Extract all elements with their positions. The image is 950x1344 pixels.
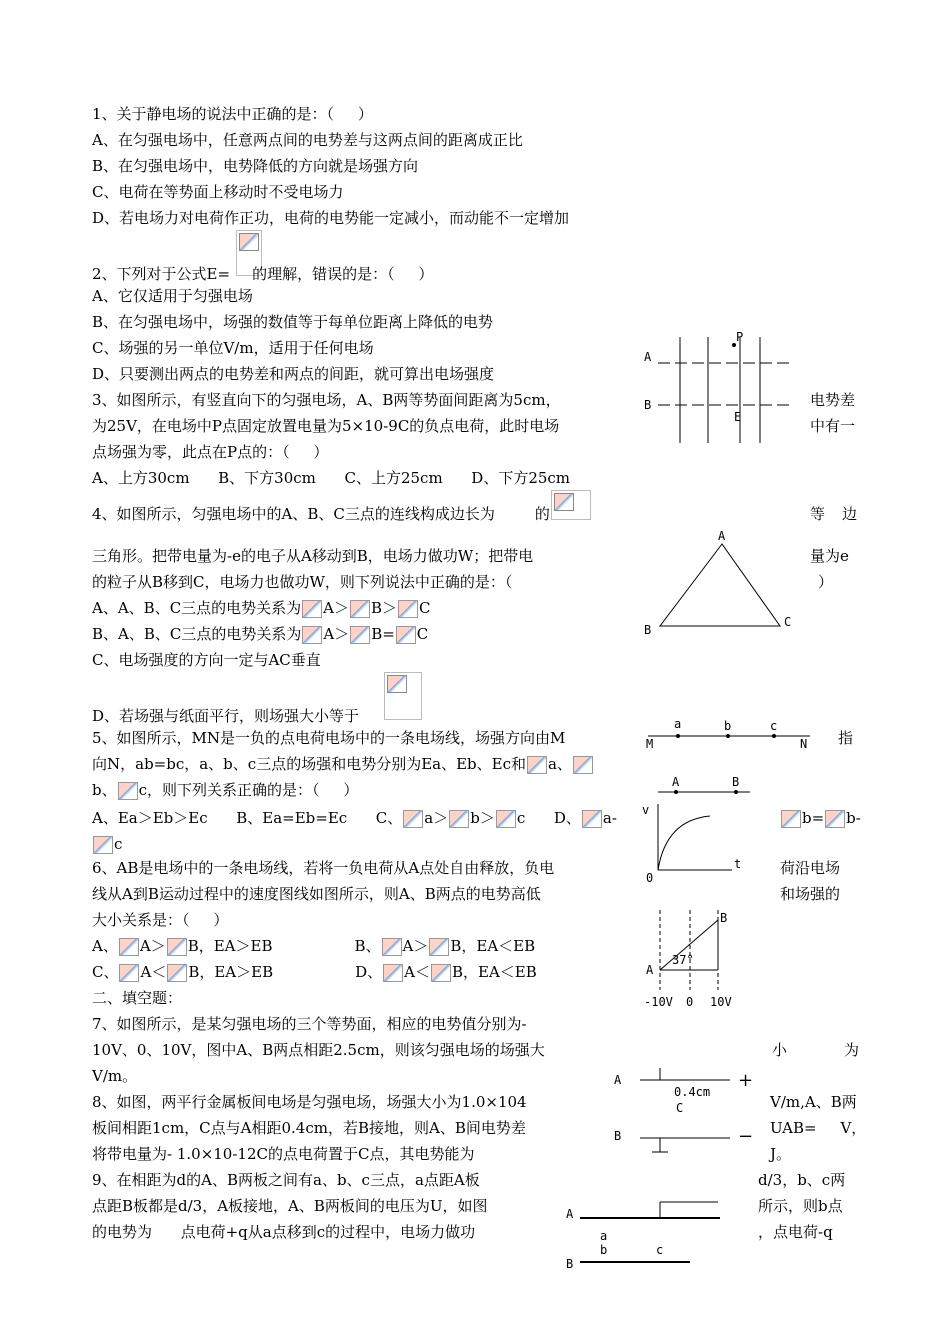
q2-option-c: C、场强的另一单位V/m，适用于任何电场 (92, 339, 374, 357)
figure-q9 (560, 1188, 740, 1270)
q4-option-b: B、A、B、C三点的电势关系为 A＞ B= C (92, 625, 429, 643)
q3-stem-1: 3、如图所示，有竖直向下的匀强电场，A、B两等势面间距离为5cm， (92, 391, 561, 409)
q1-option-c: C、电荷在等势面上移动时不受电场力 (92, 183, 344, 201)
q3-right-1: 电势差 (810, 391, 856, 409)
q8-stem-2: 板间相距1cm，C点与A相距0.4cm，若B接地，则A、B间电势差 (92, 1119, 526, 1137)
q9-right-2: 所示，则b点 (758, 1197, 843, 1215)
origin: 0 (646, 871, 654, 884)
vertex-a: A (718, 529, 726, 543)
point-a: a (600, 1229, 608, 1243)
axis-v: v (642, 803, 650, 817)
point-a: A (672, 775, 680, 789)
q1-option-b: B、在匀强电场中，电势降低的方向就是场强方向 (92, 157, 419, 175)
q2-option-d: D、只要测出两点的电势差和两点的间距，就可算出电场强度 (92, 365, 495, 383)
point-c: c (656, 1243, 664, 1257)
q4-option-c: C、电场强度的方向一定与AC垂直 (92, 651, 321, 669)
q4-right-1a: 等 (810, 505, 826, 523)
point-c: C (676, 1101, 684, 1115)
q7-stem-1: 7、如图所示，是某匀强电场的三个等势面，相应的电势值分别为- (92, 1015, 527, 1033)
q3-options: A、上方30cm B、下方30cm C、上方25cm D、下方25cm (92, 469, 571, 487)
label-b: B (644, 398, 652, 412)
q6-stem-3: 大小关系是：（ ） (92, 911, 229, 929)
q1-option-d: D、若电场力对电荷作正功，电荷的电势能一定减小，而动能不一定增加 (92, 209, 570, 227)
q9-right-3: ，点电荷-q (758, 1223, 833, 1241)
q9-stem-2: 点距B板都是d/3，A板接地，A、B两板间的电压为U，如图 (92, 1197, 488, 1215)
q6-options-cd: C、 A＜ B，EA＞EB D、 A＜ B，EA＜EB (92, 963, 537, 981)
q4-right-3: ） (818, 573, 834, 591)
q8-right-2: UAB= V， (770, 1119, 867, 1137)
point-n: N (800, 737, 808, 750)
tick-0: 0 (686, 995, 694, 1009)
q4-stem-1: 4、如图所示，匀强电场中的A、B、C三点的连线构成边长为 的 (92, 505, 550, 523)
q4-option-d: D、若场强与纸面平行，则场强大小等于 (92, 707, 360, 725)
q4-stem-2: 三角形。把带电量为-e的电子从A移动到B，电场力做功W；把带电 (92, 547, 534, 565)
point-c: c (770, 719, 778, 733)
label-a: A (644, 350, 652, 364)
q3-right-2: 中有一 (810, 417, 856, 435)
q2-stem: 2、下列对于公式E= 的理解，错误的是：（ ） (92, 265, 434, 283)
q5-options-cont: c (92, 834, 122, 854)
q8-stem-3: 将带电量为- 1.0×10-12C的点电荷置于C点，其电势能为 (92, 1145, 475, 1163)
point-b: b (724, 719, 732, 733)
plate-a: A (566, 1207, 574, 1221)
q3-stem-3: 点场强为零，此点在P点的：（ ） (92, 443, 329, 461)
q5-right-2: b= b- (780, 808, 861, 828)
point-b: B (720, 911, 728, 925)
label-e: E (734, 410, 742, 424)
q5-stem-1: 5、如图所示，MN是一负的点电荷电场中的一条电场线，场强方向由M (92, 729, 566, 747)
figure-q5-line (640, 716, 820, 750)
figure-q7 (640, 906, 750, 1016)
q8-right-3: J。 (770, 1145, 792, 1163)
minus-sign: − (738, 1126, 754, 1147)
distance: 0.4cm (674, 1085, 711, 1099)
q8-right-1: V/m,A、B两 (770, 1093, 857, 1111)
field-formula-image (384, 672, 422, 720)
q5-stem-3: b、 c，则下列关系正确的是：（ ） (92, 781, 359, 799)
point-m: M (646, 737, 654, 750)
q6-stem-1: 6、AB是电场中的一条电场线，若将一负电荷从A点处自由释放，负电 (92, 859, 555, 877)
q6-stem-2: 线从A到B运动过程中的速度图线如图所示，则A、B两点的电势高低 (92, 885, 541, 903)
point-b: B (732, 775, 740, 789)
tick-neg10: -10V (644, 995, 673, 1009)
q2-option-b: B、在匀强电场中，场强的数值等于每单位距离上降低的电势 (92, 313, 494, 331)
vertex-c: C (784, 615, 792, 629)
q1-option-a: A、在匀强电场中，任意两点间的电势差与这两点间的距离成正比 (92, 131, 523, 149)
q9-right-1: d/3，b、c两 (758, 1171, 846, 1189)
plate-a: A (614, 1073, 622, 1087)
figure-q6 (640, 774, 760, 884)
q9-stem-1: 9、在相距为d的A、B两板之间有a、b、c三点，a点距A板 (92, 1171, 480, 1189)
q4-stem-3: 的粒子从B移到C，电场力也做功W，则下列说法中正确的是：（ (92, 573, 513, 591)
q7-right-1a: 小 (772, 1041, 788, 1059)
plus-sign: + (738, 1070, 754, 1091)
q4-right-1b: 边 (842, 505, 858, 523)
q5-options: A、Ea＞Eb＞Ec B、Ea=Eb=Ec C、 a＞ b＞ c D、 a- (92, 809, 617, 827)
figure-q4-triangle (638, 528, 798, 638)
plate-b: B (566, 1257, 574, 1270)
plate-b: B (614, 1129, 622, 1143)
q7-stem-3: V/m。 (92, 1067, 138, 1085)
q5-stem-2: 向N，ab=bc，a、b、c三点的场强和电势分别为Ea、Eb、Ec和 a、 (92, 754, 594, 774)
side-length-image (551, 490, 591, 520)
q8-stem-1: 8、如图，两平行金属板间电场是匀强电场，场强大小为1.0×104 (92, 1093, 527, 1111)
q5-right-1: 指 (838, 729, 854, 747)
point-a: A (646, 963, 654, 977)
q7-stem-2: 10V、0、10V，图中A、B两点相距2.5cm，则该匀强电场的场强大 (92, 1041, 545, 1059)
q3-stem-2: 为25V，在电场中P点固定放置电量为5×10-9C的负点电荷，此时电场 (92, 417, 560, 435)
vertex-b: B (644, 623, 652, 637)
q6-options-ab: A、 A＞ B，EA＞EB B、 A＞ B，EA＜EB (92, 937, 536, 955)
figure-q8 (610, 1060, 770, 1170)
q6-right-2: 和场强的 (780, 885, 841, 903)
q9-stem-3: 的电势为 点电荷+q从a点移到c的过程中，电场力做功 (92, 1223, 476, 1241)
figure-q3 (640, 325, 800, 455)
section-fill-blank: 二、填空题： (92, 989, 183, 1007)
axis-t: t (734, 857, 742, 871)
q1-stem: 1、关于静电场的说法中正确的是：（ ） (92, 105, 373, 123)
tick-10: 10V (710, 995, 732, 1009)
q4-right-2: 量为e (810, 547, 849, 565)
q4-option-a: A、A、B、C三点的电势关系为 A＞ B＞ C (92, 599, 431, 617)
label-p: P (736, 330, 744, 344)
point-b: b (600, 1243, 608, 1257)
angle-label: 37° (672, 953, 694, 967)
q2-option-a: A、它仅适用于匀强电场 (92, 287, 253, 305)
q6-right-1: 荷沿电场 (780, 859, 841, 877)
point-a: a (674, 717, 682, 731)
q7-right-1b: 为 (844, 1041, 860, 1059)
